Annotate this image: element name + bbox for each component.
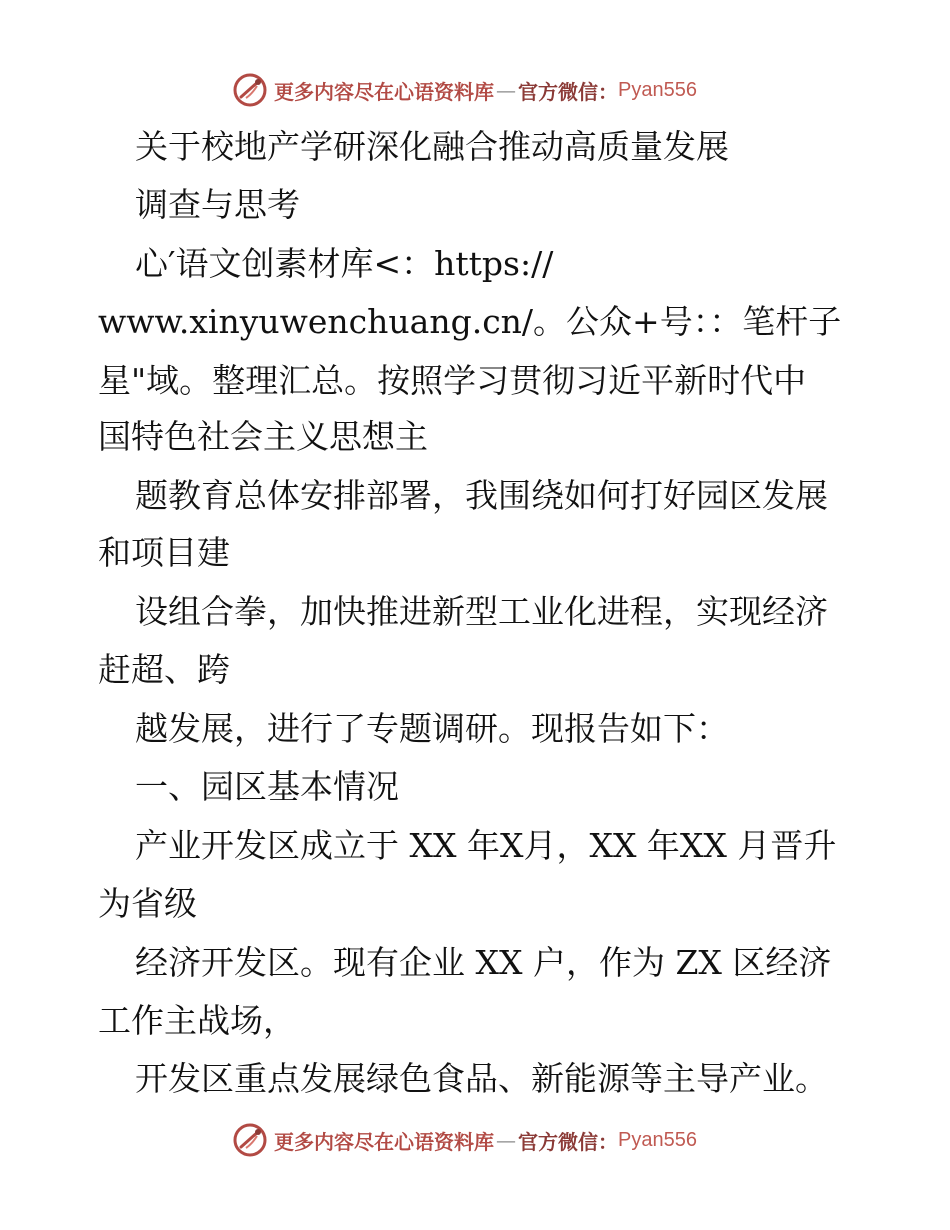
doc-line: 题教育总体安排部署，我围绕如何打好园区发展 [135,476,828,515]
watermark-official: 官方微信： [518,1129,618,1154]
doc-line: 经济开发区。现有企业 XX 户，作为 ZX 区经济 [135,943,832,982]
doc-title-line-2: 调查与思考 [135,185,300,224]
brand-logo-icon [232,1122,268,1158]
watermark-brand: 更多内容尽在心语资料库 [274,1129,494,1154]
doc-line: 和项目建 [98,533,230,572]
watermark-id: Pyan556 [618,1128,697,1151]
watermark-dash: — [496,1128,516,1152]
watermark-dash: — [496,78,516,102]
doc-line: 心′语文创素材库<：https:// [135,244,554,283]
watermark-brand: 更多内容尽在心语资料库 [274,79,494,104]
doc-line: 开发区重点发展绿色食品、新能源等主导产业。 [135,1059,828,1098]
watermark-official: 官方微信： [518,79,618,104]
doc-line: 国特色社会主义思想主 [98,417,428,456]
watermark-id: Pyan556 [618,78,697,101]
footer-watermark [232,1120,697,1160]
doc-line: 产业开发区成立于 XX 年X月，XX 年XX 月晋升 [135,826,837,865]
doc-title-line-1: 关于校地产学研深化融合推动高质量发展 [135,127,729,166]
doc-line: 工作主战场， [98,1001,296,1040]
doc-line: 赶超、跨 [98,650,230,689]
doc-line: 设组合拳，加快推进新型工业化进程，实现经济 [135,592,828,631]
doc-line: 星"域。整理汇总。按照学习贯彻习近平新时代中 [98,361,807,400]
brand-logo-icon [232,72,268,108]
header-watermark [232,70,697,110]
doc-line: 越发展，进行了专题调研。现报告如下： [135,709,729,748]
section-heading: 一、园区基本情况 [135,767,399,806]
doc-line: www.xinyuwenchuang.cn/。公众+号：：笔杆子 [98,302,842,341]
doc-line: 为省级 [98,884,197,923]
